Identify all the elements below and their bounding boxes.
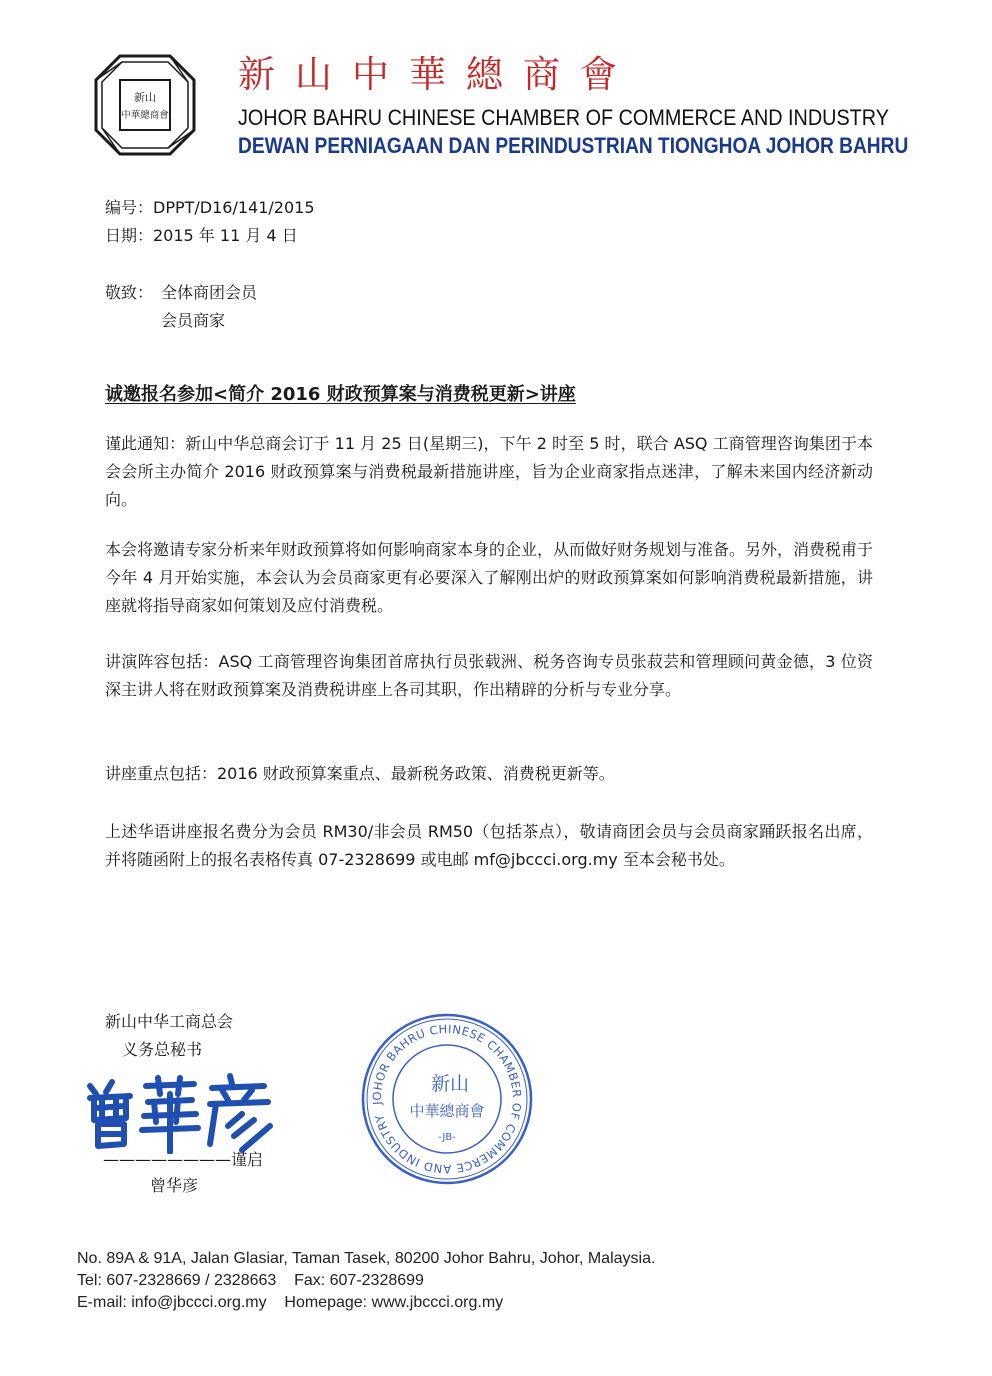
body-paragraph-highlights: 讲座重点包括：2016 财政预算案重点、最新税务政策、消费税更新等。 [105,764,615,783]
stamp-inner-line2: 中華總商會 [409,1102,485,1120]
reference-number: 编号：DPPT/D16/141/2015 [105,198,315,217]
chamber-name-malay: DEWAN PERNIAGAAN DAN PERINDUSTRIAN TIONGHOA JOHOR BAHRU [238,133,909,158]
recipients-label: 敬致： [105,283,154,302]
signoff-line: ————————谨启 [103,1150,264,1169]
body-paragraph-speakers: 讲演阵容包括：ASQ 工商管理咨询集团首席执行员张载洲、税务咨询专员张菽芸和管理顾问黄金德，3 位资深主讲人将在财政预算案及消费税讲座上各司其职，作出精辟的分析与专业分享。 [105,652,873,699]
signatory-role: 义务总秘书 [122,1040,203,1059]
letter-date: 日期：2015 年 11 月 4 日 [105,226,298,245]
stamp-bottom-text: -JB- [438,1132,456,1143]
body-paragraph-registration: 上述华语讲座报名费分为会员 RM30/非会员 RM50（包括茶点），敬请商团会员与会员商家踊跃报名出席，并将随函附上的报名表格传真 07-2328699 或电邮 mf@jbccci.org.my 至本会秘书处。 [105,822,873,869]
footer-contact: Tel: 607-2328669 / 2328663 Fax: 607-2328699 [77,1272,424,1289]
stamp-outer-text: JOHOR BAHRU CHINESE CHAMBER OF COMMERCE AND INDUSTRY [369,1021,525,1176]
stamp-inner-line1: 新山 [430,1073,470,1095]
official-stamp [358,1010,536,1188]
chamber-logo [92,52,198,158]
chamber-name-english: JOHOR BAHRU CHINESE CHAMBER OF COMMERCE AND INDUSTRY [238,105,889,130]
handwritten-signature [82,1072,278,1154]
body-paragraph-analysis: 本会将邀请专家分析来年财政预算将如何影响商家本身的企业，从而做好财务规划与准备。另外，消费税甫于今年 4 月开始实施，本会认为会员商家更有必要深入了解刚出炉的财政预算案如何影响消费税最新措施，讲座就将指导商家如何策划及应付消费税。 [105,540,874,615]
letter-title: 诚邀报名参加<简介 2016 财政预算案与消费税更新>讲座 [105,384,576,405]
footer-email-web: E-mail: info@jbccci.org.my Homepage: www.jbccci.org.my [77,1294,504,1311]
logo-text-line1: 新山 [134,91,156,104]
logo-text-line2: 中華總商會 [121,110,169,121]
recipient-item: 全体商团会员 [161,283,258,302]
svg-text:JOHOR BAHRU CHINESE CHAMBER OF [358,1010,536,1188]
footer-address: No. 89A & 91A, Jalan Glasiar, Taman Tasek, 80200 Johor Bahru, Johor, Malaysia. [77,1250,656,1267]
signatory-organisation: 新山中华工商总会 [105,1012,234,1031]
signatory-name: 曾华彦 [150,1176,199,1195]
body-paragraph-notice: 谨此通知：新山中华总商会订于 11 月 25 日(星期三)，下午 2 时至 5 时，联合 ASQ 工商管理咨询集团于本会会所主办简介 2016 财政预算案与消费税最新措施讲座，旨为企业商家指点迷津，了解未来国内经济新动向。 [105,434,873,509]
recipient-item: 会员商家 [161,311,226,330]
chamber-name-chinese: 新山中華總商會 [238,53,637,96]
